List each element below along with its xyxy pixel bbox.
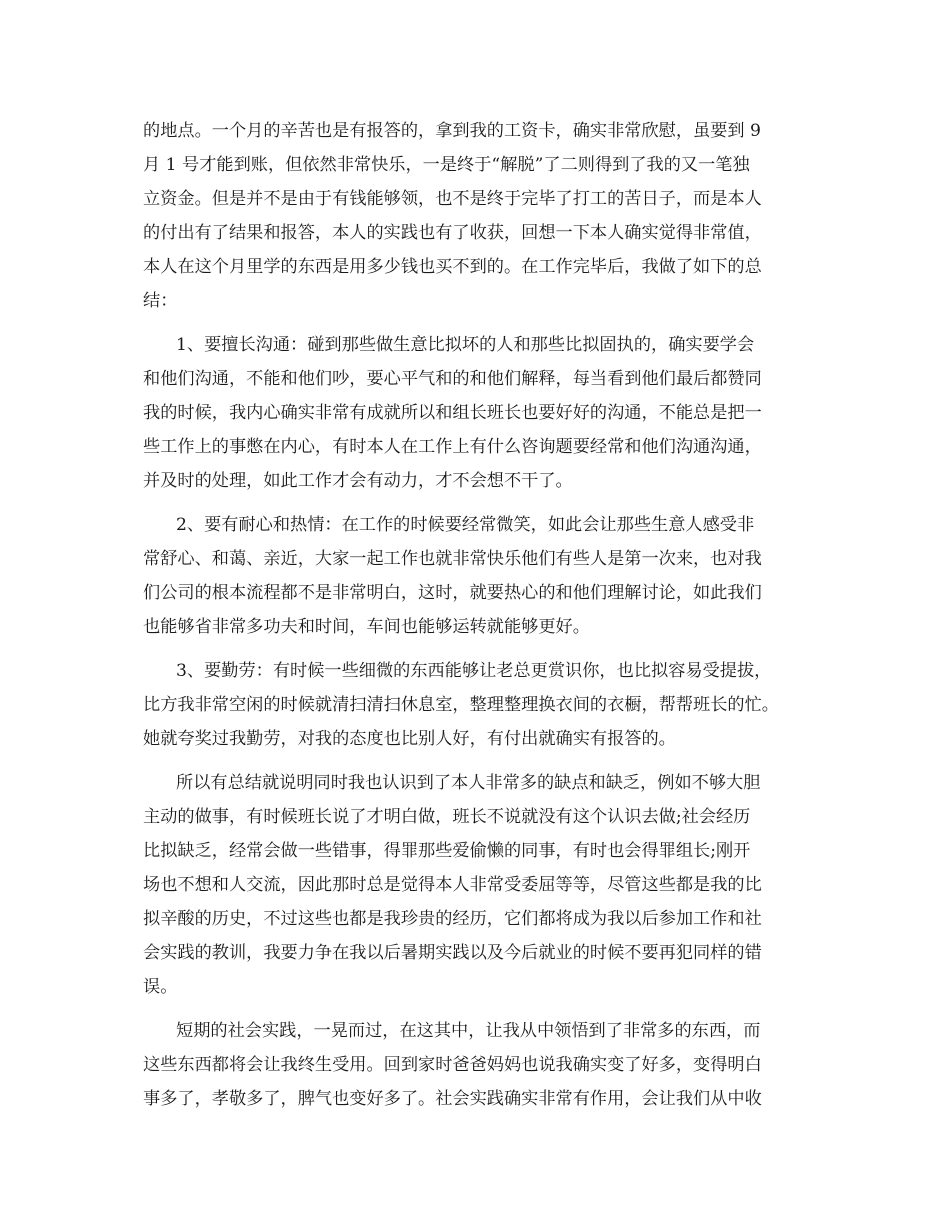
text-line: 和他们沟通，不能和他们吵，要心平气和的和他们解释，每当看到他们最后都赞同 [143, 369, 762, 389]
text-line: 会实践的教训，我要力争在我以后暑期实践以及今后就业的时候不要再犯同样的错 [143, 943, 762, 963]
paragraph-first-line: 3、要勤劳：有时候一些细微的东西能够让老总更赏识你，也比拟容易受提拔， [176, 661, 772, 681]
text-line: 的付出有了结果和报答，本人的实践也有了收获，回想一下本人确实觉得非常值， [143, 223, 762, 243]
text-line: 也能够省非常多功夫和时间，车间也能够运转就能够更好。 [143, 617, 590, 637]
text-line: 常舒心、和蔼、亲近，大家一起工作也就非常快乐他们有些人是第一次来，也对我 [143, 549, 762, 569]
paragraph-first-line: 所以有总结就说明同时我也认识到了本人非常多的缺点和缺乏，例如不够大胆 [176, 773, 761, 793]
text-line: 们公司的根本流程都不是非常明白，这时，就要热心的和他们理解讨论，如此我们 [143, 583, 762, 603]
text-line: 她就夸奖过我勤劳，对我的态度也比别人好，有付出就确实有报答的。 [143, 729, 676, 749]
text-line: 拟辛酸的历史，不过这些也都是我珍贵的经历，它们都将成为我以后参加工作和社 [143, 909, 762, 929]
paragraph-first-line: 短期的社会实践，一晃而过，在这其中，让我从中领悟到了非常多的东西，而 [176, 1021, 761, 1041]
text-line: 月 1 号才能到账，但依然非常快乐，一是终于“解脱”了二则得到了我的又一笔独 [143, 155, 750, 175]
text-line: 并及时的处理，如此工作才会有动力，才不会想不干了。 [143, 471, 573, 491]
text-line: 比拟缺乏，经常会做一些错事，得罪那些爱偷懒的同事，有时也会得罪组长;刚开 [143, 841, 751, 861]
text-line: 比方我非常空闲的时候就清扫清扫休息室，整理整理换衣间的衣橱，帮帮班长的忙。 [143, 695, 779, 715]
paragraph-first-line: 1、要擅长沟通：碰到那些做生意比拟坏的人和那些比拟固执的，确实要学会 [176, 335, 755, 355]
text-line: 结： [143, 291, 178, 311]
text-line: 本人在这个月里学的东西是用多少钱也买不到的。在工作完毕后，我做了如下的总 [143, 257, 762, 277]
text-line: 主动的做事，有时候班长说了才明白做，班长不说就没有这个认识去做;社会经历 [143, 807, 751, 827]
text-line: 误。 [143, 977, 178, 997]
text-line: 我的时候，我内心确实非常有成就所以和组长班长也要好好的沟通，不能总是把一 [143, 403, 762, 423]
text-line: 些工作上的事憋在内心，有时本人在工作上有什么咨询题要经常和他们沟通沟通， [143, 437, 762, 457]
text-line: 立资金。但是并不是由于有钱能够领，也不是终于完毕了打工的苦日子，而是本人 [143, 189, 762, 209]
text-line: 的地点。一个月的辛苦也是有报答的，拿到我的工资卡，确实非常欣慰，虽要到 9 [143, 121, 761, 141]
paragraph-first-line: 2、要有耐心和热情：在工作的时候要经常微笑，如此会让那些生意人感受非 [176, 515, 755, 535]
text-line: 这些东西都将会让我终生受用。回到家时爸爸妈妈也说我确实变了好多，变得明白 [143, 1055, 762, 1075]
text-line: 场也不想和人交流，因此那时总是觉得本人非常受委屈等等，尽管这些都是我的比 [143, 875, 762, 895]
text-line: 事多了，孝敬多了，脾气也变好多了。社会实践确实非常有作用，会让我们从中收 [143, 1089, 762, 1109]
